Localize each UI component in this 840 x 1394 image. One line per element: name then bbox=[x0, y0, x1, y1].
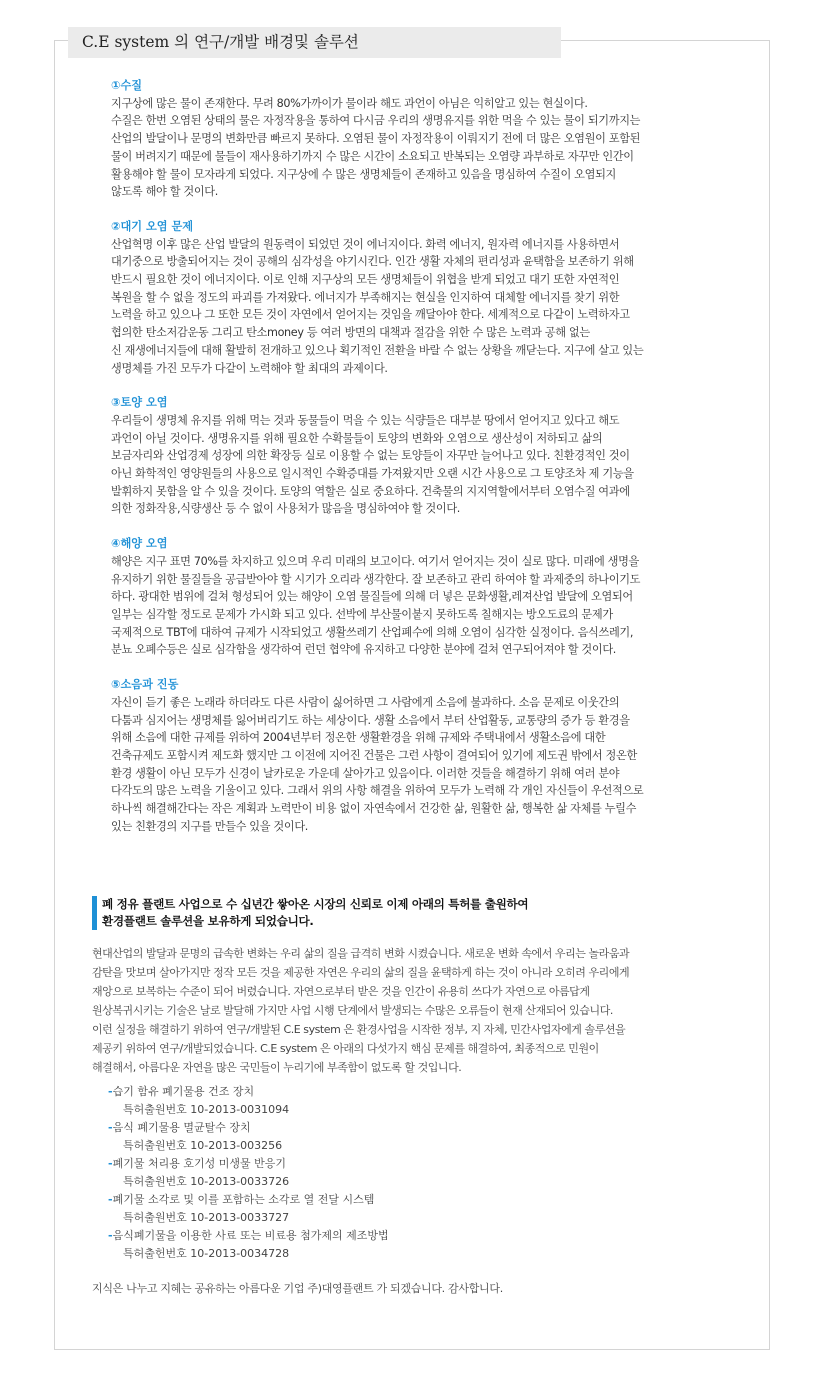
problem-sections bbox=[111, 77, 711, 852]
text-line: 발휘하지 못함을 알 수 있을 것이다. 토양의 역할은 실로 중요하다. 건축물의 지지역할에서부터 오염수질 여과에 bbox=[111, 484, 630, 498]
closing-statement: 지식은 나누고 지혜는 공유하는 아름다운 기업 주)대영플랜트 가 되겠습니다. 감사합니다. bbox=[92, 1282, 503, 1295]
text-line: 반드시 필요한 것이 에너지이다. 이로 인해 지구상의 모든 생명체들이 위협을 받게 되었고 대기 또한 자연적인 bbox=[111, 273, 620, 287]
text-line: 보금자리와 산업경제 성장에 의한 확장등 실로 이용할 수 없는 토양들이 자꾸만 늘어나고 있다. 친환경적인 것이 bbox=[111, 449, 630, 463]
list-item bbox=[108, 1155, 608, 1191]
section-body bbox=[111, 236, 711, 378]
patent-number: 특허출원번호 10-2013-0031094 bbox=[123, 1103, 290, 1116]
text-line: 수질은 한번 오염된 상태의 물은 자정작용을 통하여 다시금 우리의 생명유지를 위한 먹을 수 있는 물이 되기까지는 bbox=[111, 114, 641, 128]
patent-title: 습기 함유 폐기물용 건조 장치 bbox=[112, 1085, 255, 1098]
section-air-pollution bbox=[111, 218, 711, 377]
text-line: 위해 소음에 대한 규제를 위하여 2004년부터 정온한 생활환경을 위해 규제와 주택내에서 생활소음에 대한 bbox=[111, 731, 606, 745]
section-body bbox=[111, 553, 711, 659]
text-line: 다툼과 심지어는 생명체를 잃어버리기도 하는 세상이다. 생활 소음에서 부터 산업활동, 교통량의 증가 등 환경을 bbox=[111, 713, 630, 727]
patent-name bbox=[108, 1227, 608, 1245]
patent-list bbox=[108, 1083, 608, 1263]
section-body bbox=[111, 95, 711, 201]
text-line: 환경 생활이 아닌 모두가 신경이 날카로운 가운데 살아가고 있음이다. 이러한 것들을 해결하기 위해 여러 분야 bbox=[111, 766, 620, 780]
section-heading: ①수질 bbox=[111, 79, 143, 92]
patent-title: 폐기물 소각로 및 이를 포함하는 소각로 열 전달 시스템 bbox=[112, 1193, 375, 1206]
patent-number: 특허출헌번호 10-2013-0034728 bbox=[123, 1247, 290, 1260]
patent-number: 특허출원번호 10-2013-003256 bbox=[123, 1139, 283, 1152]
patent-number: 특허출원번호 10-2013-0033726 bbox=[123, 1175, 290, 1188]
text-line: 우리들이 생명체 유지를 위해 먹는 것과 동물들이 먹을 수 있는 식량들은 대부분 땅에서 얻어지고 있다고 해도 bbox=[111, 413, 620, 427]
text-line: 현대산업의 발달과 문명의 급속한 변화는 우리 삶의 질을 급격히 변화 시켰습니다. 새로운 변화 속에서 우리는 놀라움과 bbox=[92, 947, 630, 960]
text-line: 협의한 탄소저감운동 그리고 탄소money 등 여러 방면의 대책과 절감을 위한 수 많은 노력과 공해 없는 bbox=[111, 326, 590, 340]
text-line: 다각도의 많은 노력을 기울이고 있다. 그래서 위의 사항 해결을 위하여 모두가 노력해 각 개인 자신들이 우선적으로 bbox=[111, 784, 644, 798]
text-line: 노력을 하고 있으나 그 또한 모든 것이 자연에서 얻어지는 것임을 깨달아야 한다. 세계적으로 다같이 노력하자고 bbox=[111, 308, 630, 322]
section-ocean-pollution bbox=[111, 535, 711, 659]
text-line: 제공키 위하여 연구/개발되었습니다. C.E system 은 아래의 다섯가지 핵심 문제를 해결하여, 최종적으로 민원이 bbox=[92, 1042, 599, 1055]
section-heading: ②대기 오염 문제 bbox=[111, 219, 194, 233]
text-line: 건축규제도 포함시켜 제도화 했지만 그 이전에 지어진 건물은 그런 사항이 결여되어 있기에 제도권 밖에서 정온한 bbox=[111, 748, 637, 762]
section-heading: ④해양 오염 bbox=[111, 537, 168, 551]
section-body bbox=[111, 412, 711, 518]
patent-name bbox=[108, 1155, 608, 1173]
section-soil-pollution bbox=[111, 394, 711, 518]
text-line: 않도록 해야 할 것이다. bbox=[111, 185, 218, 199]
text-line: 대기중으로 방출되어지는 것이 공해의 심각성을 야기시킨다. 인간 생활 자체의 편리성과 윤택함을 보존하기 위해 bbox=[111, 255, 634, 269]
patent-title: 음식 폐기물용 멸균탈수 장치 bbox=[112, 1121, 251, 1134]
list-item bbox=[108, 1119, 608, 1155]
text-line: 생명체를 가진 모두가 다같이 노력해야 할 최대의 과제이다. bbox=[111, 361, 388, 375]
text-line: 해양은 지구 표면 70%를 차지하고 있으며 우리 미래의 보고이다. 여기서 얻어지는 것이 실로 많다. 미래에 생명을 bbox=[111, 554, 639, 568]
patent-title: 폐기물 처리용 호기성 미생물 반응기 bbox=[112, 1157, 286, 1170]
page-title: C.E system 의 연구/개발 배경및 솔루션 bbox=[68, 27, 561, 58]
text-line: 유지하기 위한 물질들을 공급받아야 할 시기가 오리라 생각한다. 잘 보존하고 관리 하여야 할 과제중의 하나이기도 bbox=[111, 572, 641, 586]
dash-bullet: - bbox=[108, 1085, 113, 1098]
text-line: 하다. 광대한 범위에 걸쳐 형성되어 있는 해양이 오염 물질들에 의해 더 넣은 문화생활,레져산업 발달에 오염되어 bbox=[111, 590, 633, 604]
dash-bullet: - bbox=[108, 1229, 113, 1242]
text-line: 과언이 아닐 것이다. 생명유지를 위해 필요한 수확물들이 토양의 변화와 오염으로 생산성이 저하되고 삶의 bbox=[111, 431, 603, 445]
text-line: 해결해서, 아름다운 자연을 많은 국민들이 누리기에 부족함이 없도록 할 것입니다. bbox=[92, 1061, 462, 1074]
text-line: 하나씩 해결해간다는 작은 계획과 노력만이 비용 없이 자연속에서 건강한 삶, 원활한 삶, 행복한 삶 자체를 누릴수 bbox=[111, 802, 637, 816]
text-line: 원상복귀시키는 기술은 날로 발달해 가지만 사업 시행 단계에서 발생되는 수많은 오류들이 현재 산재되어 있습니다. bbox=[92, 1004, 613, 1017]
text-line: 있는 친환경의 지구를 만들수 있을 것이다. bbox=[111, 819, 309, 833]
text-line: 재앙으로 보복하는 수준이 되어 버렸습니다. 자연으로부터 받은 것을 인간이 유용히 쓰다가 자연으로 아름답게 bbox=[92, 985, 590, 998]
patent-title: 음식폐기물을 이용한 사료 또는 비료용 첨가제의 제조방법 bbox=[112, 1229, 389, 1242]
heading-line: 폐 정유 플랜트 사업으로 수 십년간 쌓아온 시장의 신뢰로 이제 아래의 특허를 출원하여 bbox=[102, 897, 529, 911]
text-line: 국제적으로 TBT에 대하여 규제가 시작되었고 생활쓰레기 산업폐수에 의해 오염이 심각한 실정이다. 음식쓰레기, bbox=[111, 625, 634, 639]
patent-intro bbox=[92, 896, 732, 1077]
section-body bbox=[111, 694, 711, 836]
text-line: 자신이 듣기 좋은 노래라 하더라도 다른 사람이 싫어하면 그 사람에게 소음에 불과하다. 소음 문제로 이웃간의 bbox=[111, 695, 620, 709]
dash-bullet: - bbox=[108, 1193, 113, 1206]
heading-line: 환경플랜트 솔루션을 보유하게 되었습니다. bbox=[102, 914, 314, 928]
text-line: 신 재생에너지들에 대해 활발히 전개하고 있으나 획기적인 전환을 바랄 수 없는 상황을 깨닫는다. 지구에 살고 있는 bbox=[111, 343, 644, 357]
text-line: 산업혁명 이후 많은 산업 발달의 원동력이 되었던 것이 에너지이다. 화력 에너지, 원자력 에너지를 사용하면서 bbox=[111, 237, 620, 251]
text-line: 물이 버려지기 때문에 물들이 재사용하기까지 수 많은 시간이 소요되고 반복되는 오염량 과부하로 자꾸만 인간이 bbox=[111, 149, 634, 163]
patent-name bbox=[108, 1119, 608, 1137]
text-line: 지구상에 많은 물이 존재한다. 무려 80%가까이가 물이라 해도 과언이 아님은 익히알고 있는 현실이다. bbox=[111, 96, 588, 110]
text-line: 복원을 할 수 없을 정도의 파괴를 가져왔다. 에너지가 부족해지는 현실을 인지하여 대체할 에너지를 찾기 위한 bbox=[111, 290, 620, 304]
text-line: 일부는 심각할 정도로 문제가 가시화 되고 있다. 선박에 부산물이붙지 못하도록 칠해지는 방오도료의 문제가 bbox=[111, 607, 613, 621]
text-line: 의한 정화작용,식량생산 등 수 없이 사용처가 많음을 명심하여야 할 것이다. bbox=[111, 502, 460, 516]
patent-name bbox=[108, 1191, 608, 1209]
text-line: 이런 실정을 해결하기 위하여 연구/개발된 C.E system 은 환경사업을 시작한 정부, 지 자체, 민간사업자에게 솔루션을 bbox=[92, 1023, 626, 1036]
summary-paragraph bbox=[92, 944, 732, 1077]
section-heading: ⑤소음과 진동 bbox=[111, 678, 179, 692]
list-item bbox=[108, 1227, 608, 1263]
patent-name bbox=[108, 1083, 608, 1101]
text-line: 감탄을 맛보며 살아가지만 정작 모든 것을 제공한 자연은 우리의 삶의 질을 윤택하게 하는 것이 아니라 오히려 우리에게 bbox=[92, 966, 630, 979]
text-line: 활용해야 할 물이 모자라게 되었다. 지구상에 수 많은 생명체들이 존재하고 있음을 명심하여 수질이 오염되지 bbox=[111, 167, 617, 181]
dash-bullet: - bbox=[108, 1121, 113, 1134]
list-item bbox=[108, 1083, 608, 1119]
text-line: 산업의 발달이나 문명의 변화만큼 빠르지 못하다. 오염된 물이 자정작용이 이뤄지기 전에 더 많은 오염원이 포함된 bbox=[111, 132, 641, 146]
text-line: 분뇨 오폐수등은 실로 심각함을 생각하여 런던 협약에 유지하고 다양한 분야에 걸쳐 연구되어져야 할 것이다. bbox=[111, 643, 617, 657]
text-line: 아닌 화학적인 영양원들의 사용으로 일시적인 수확증대를 가져왔지만 오랜 시간 사용으로 그 토양조차 제 기능을 bbox=[111, 467, 634, 481]
patent-number: 특허출원번호 10-2013-0033727 bbox=[123, 1211, 290, 1224]
dash-bullet: - bbox=[108, 1157, 113, 1170]
patent-heading bbox=[92, 896, 732, 930]
section-water-quality bbox=[111, 77, 711, 201]
list-item bbox=[108, 1191, 608, 1227]
section-noise-vibration bbox=[111, 676, 711, 835]
section-heading: ③토양 오염 bbox=[111, 396, 168, 410]
